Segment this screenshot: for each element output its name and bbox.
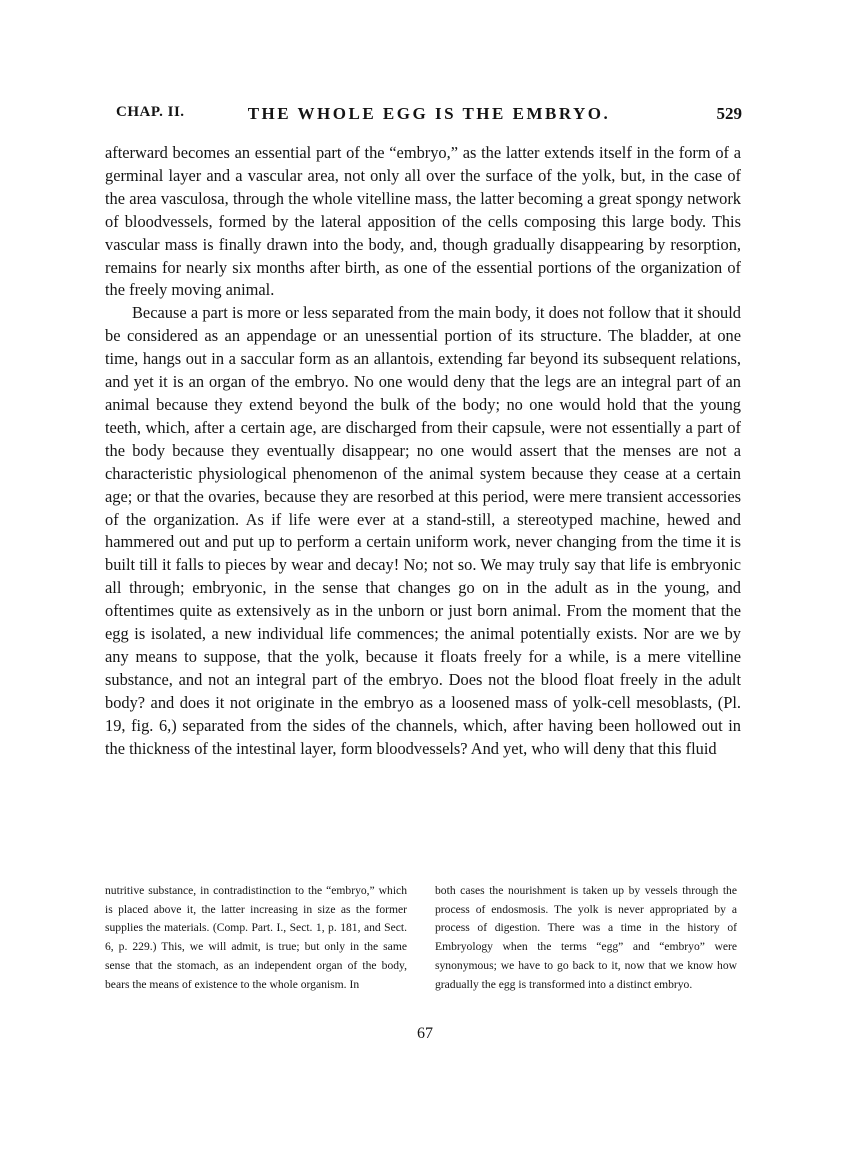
running-title: THE WHOLE EGG IS THE EMBRYO. (247, 104, 611, 123)
paragraph-continued: afterward becomes an essential part of the “embryo,” as the latter extends itself in the form of a germinal layer and a vascular area, not only all over the surface of the yolk, but, in the case of the area vasculosa, through the whole vitelline mass, the latter becoming a great spongy network of bloodvessels, formed by the lateral apposition of the cells composing this large body. This vascular mass is finally drawn into the body, and, though gradually disappearing by resorption, remains for nearly six months after birth, as one of the essential portions of the organization of the freely moving animal. (105, 143, 741, 300)
chapter-label: CHAP. II. (116, 104, 185, 120)
page-number: 529 (716, 104, 742, 123)
footnotes (105, 882, 741, 1032)
main-text (105, 142, 741, 760)
footnote-left-column: nutritive substance, in contradistinction to the “embryo,” which is placed above it, the latter increasing in size as the former supplies the materials. (Comp. Part. I., Sect. 1, p. 181, and Sect. 6, p. 229.) This, we will admit, is true; but only in the same sense that the stomach, as an independent organ of the body, bears the means of existence to the whole organism. In (105, 884, 407, 991)
running-head (116, 104, 742, 130)
footnote-right-column: both cases the nourishment is taken up by vessels through the process of endosmosis. The yolk is never appropriated by a process of digestion. There was a time in the history of Embryology when the terms “egg” and “embryo” were synonymous; we have to go back to it, now that we know how gradually the egg is transformed into a distinct embryo. (435, 884, 737, 991)
paragraph: Because a part is more or less separated from the main body, it does not follow that it should be considered as an appendage or an unessential portion of its structure. The bladder, at one time, hangs out in a saccular form as an allantois, extending far beyond its subsequent relations, and yet it is an organ of the embryo. No one would deny that the legs are an integral part of an animal because they extend beyond the bulk of the body; no one would hold that the young teeth, which, after a certain age, are discharged from their capsule, were not essentially a part of the body because they eventually disappear; no one would assert that the menses are not a characteristic physiological phenomenon of the animal system because they cease at a certain age; or that the ovaries, because they are resorbed at this period, were mere transient accessories of the organization. As if life were ever at a stand-still, a stereotyped machine, hewed and hammered out and put up to perform a certain uniform work, never changing from the time it is built till it falls to pieces by wear and decay! No; not so. We may truly say that life is embryonic all through; embryonic, in the sense that changes go on in the adult as in the young, and oftentimes quite as extensively as in the unborn or just born animal. From the moment that the egg is isolated, a new individual life commences; the animal potentially exists. Nor are we by any means to suppose, that the yolk, because it floats freely for a while, is a mere vitelline substance, and not an integral part of the embryo. Does not the blood float freely in the adult body? and does it not originate in the embryo as a loosened mass of yolk-cell mesoblasts, (Pl. 19, fig. 6,) separated from the sides of the channels, which, after having been hollowed out in the thickness of the intestinal layer, form bloodvessels? And yet, who will deny that this fluid (105, 303, 741, 758)
signature-mark: 67 (417, 1025, 433, 1042)
